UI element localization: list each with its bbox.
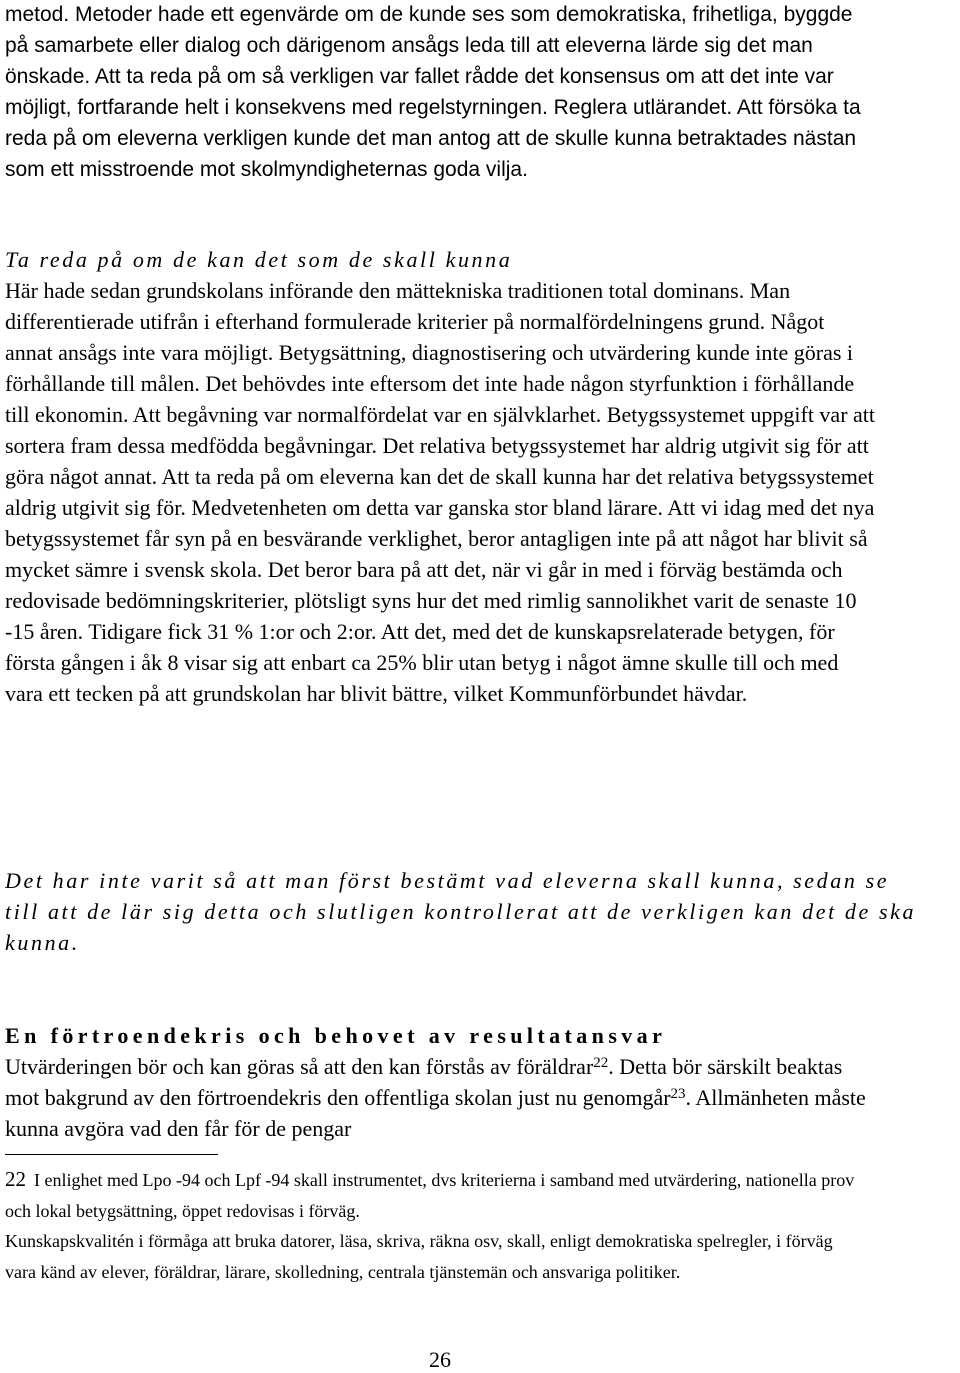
footnote-continuation: Kunskapskvalitén i förmåga att bruka datorer, läsa, skriva, räkna osv, skall, enligt demokratiska spelregler, i förväg vara känd av elever, föräldrar, lärare, skolledning, centrala tjänstemän och ansvariga politiker. <box>5 1231 833 1282</box>
footnote-ref-23[interactable]: 23 <box>670 1086 686 1102</box>
page-number: 26 <box>429 1347 451 1372</box>
quote-line-2: till att de lär sig detta och slutligen kontrollerat att de verkligen kan det de ska <box>5 899 917 924</box>
footnote-22 <box>5 1164 865 1227</box>
quote-line-1: Det har inte varit så att man först bestämt vad eleverna skall kunna, sedan se <box>5 868 890 893</box>
footnote-22-text: I enlighet med Lpo -94 och Lpf -94 skall instrumentet, dvs kriterierna i samband med utvärdering, nationella prov och lokal betygsättning, öppet redovisas i förväg. <box>5 1170 855 1221</box>
footnote-22-number: 22 <box>5 1167 26 1191</box>
utvardering-text-1: Utvärderingen bör och kan göras så att den kan förstås av föräldrar <box>5 1054 594 1079</box>
paragraph-method: metod. Metoder hade ett egenvärde om de kunde ses som demokratiska, frihetliga, byggde på samarbete eller dialog och därigenom ansågs leda till att eleverna lärde sig det man önskade. Att ta reda på om så verkligen var fallet rådde det konsensus om att det inte var möjligt, fortfarande helt i konsekvens med regelstyrningen. Reglera utlärandet. Att försöka ta reda på om eleverna verkligen kunde det man antog att de skulle kunna betraktades nästan som ett misstroende mot skolmyndigheternas goda vilja. <box>5 3 861 181</box>
utvardering-text-2: . Detta bör särskilt beaktas mot bakgrund av den förtroendekris den offentliga skolan just nu genomgår <box>5 1054 843 1110</box>
utvardering-text-3: . Allmänheten måste kunna avgöra vad den får för de pengar <box>5 1085 866 1141</box>
footnote-ref-22[interactable]: 22 <box>593 1055 609 1071</box>
paragraph-grundskolan: Här hade sedan grundskolans införande den mättekniska traditionen total dominans. Man differentierade utifrån i efterhand formulerade kriterier på normalfördelningens grund. Något annat ansågs inte vara möjligt. Betygsättning, diagnostisering och utvärdering kunde inte göras i förhållande till målen. Det behövdes inte eftersom det inte hade någon styrfunktion i förhållande till ekonomin. Att begåvning var normalfördelat var en självklarhet. Betygssystemet uppgift var att sortera fram dessa medfödda begåvningar. Det relativa betygssystemet har aldrig utgivit sig för att göra något annat. Att ta reda på om eleverna kan det de skall kunna har det relativa betygssystemet aldrig utgivit sig för. Medvetenheten om detta var ganska stor bland lärare. Att vi idag med det nya betygssystemet får syn på en besvärande verklighet, beror antagligen inte på att något har blivit så mycket sämre i svensk skola. Det beror bara på att det, när vi går in med i förväg bestämda och redovisade bedömningskriterier, plötsligt syns hur det med rimlig sannolikhet varit de senaste 10 -15 åren. Tidigare fick 31 % 1:or och 2:or. Att det, med det de kunskapsrelaterade betygen, för första gången i åk 8 visar sig att enbart ca 25% blir utan betyg i något ämne skulle till och med vara ett tecken på att grundskolan har blivit bättre, vilket Kommunförbundet hävdar. <box>5 278 876 706</box>
quote-line-3: kunna. <box>5 930 80 955</box>
section-heading-ta-reda-pa: Ta reda på om de kan det som de skall kunna <box>5 247 513 272</box>
section-heading-fortroendekris: En förtroendekris och behovet av resultatansvar <box>5 1023 667 1048</box>
footnote-separator <box>5 1154 218 1155</box>
paragraph-utvarderingen <box>5 1051 875 1144</box>
